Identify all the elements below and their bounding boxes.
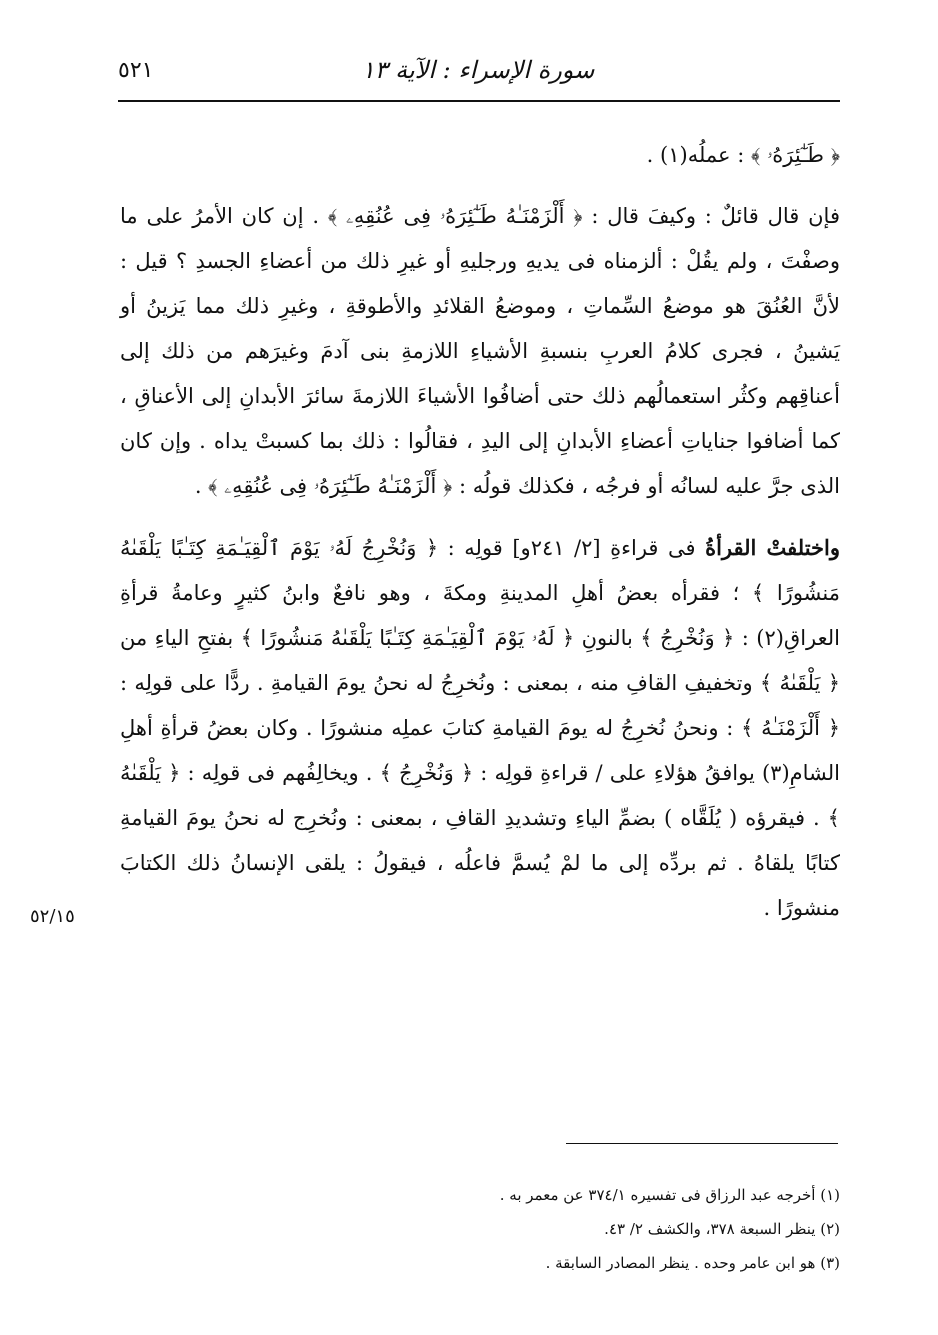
footnote-1: (١) أخرجه عبد الرزاق فى تفسيره ٣٧٤/١ عن معمر به . [499, 1186, 840, 1204]
footnote-2: (٢) ينظر السبعة ٣٧٨، والكشف ٢/ ٤٣. [604, 1220, 840, 1238]
page-number: ٥٢١ [118, 58, 154, 83]
footnote-3: (٣) هو ابن عامر وحده . ينظر المصادر السابقة . [545, 1254, 840, 1272]
footnotes [300, 1178, 840, 1280]
footnote-rule [566, 1143, 838, 1144]
paragraph-1: ﴿ طَـٰٓئِرَهُۥ ﴾ : عملُه(١) . [646, 143, 840, 167]
margin-note: ٥٢/١٥ [30, 906, 75, 927]
body-text [120, 133, 840, 931]
header-rule [118, 100, 840, 102]
running-title: سورة الإسراء : الآية ١٣ [361, 56, 595, 84]
paragraph-3-text: فى قراءةِ [٢/ ٢٤١و] قولِه : ﴿ وَنُخْرِجُ لَهُۥ يَوْمَ ٱلْقِيَـٰمَةِ كِتَـٰبًا يَلْقَىٰهُ مَنشُورًا ﴾ ؛ فقرأه بعضُ أهلِ المدينةِ ومكةَ ، وهو نافعٌ وابنُ كثيرٍ وعامةُ قرأةِ العراقِ(٢) : ﴿ وَنُخْرِجُ ﴾ بالنونِ ﴿ لَهُۥ يَوْمَ ٱلْقِيَـٰمَةِ كِتَـٰبًا يَلْقَىٰهُ مَنشُورًا ﴾ بفتحِ الياءِ من ﴿ يَلْقَىٰهُ ﴾ وتخفيفِ القافِ منه ، بمعنى : ونُخرِجُ له نحنُ يومَ القيامةِ . ردًّا على قولِه : ﴿ أَلْزَمْنَـٰهُ ﴾ : ونحنُ نُخرِجُ له يومَ القيامةِ كتابَ عملِه منشورًا . وكان بعضُ قرأةِ أهلِ الشامِ(٣) يوافقُ هؤلاءِ على / قراءةِ قولِه : ﴿ وَنُخْرِجُ ﴾ . ويخالِفُهم فى قولِه : ﴿ يَلْقَىٰهُ ﴾ . فيقرؤه ( يُلَقَّاه ) بضمِّ الياءِ وتشديدِ القافِ ، بمعنى : ونُخرِج له نحنُ يومَ القيامةِ كتابًا يلقاهُ . ثم بردِّه إلى ما لمْ يُسمَّ فاعلُه ، فيقولُ : يلقى الإنسانُ ذلك الكتابَ منشورًا . [120, 536, 840, 920]
page-header [118, 48, 838, 98]
paragraph-2: فإن قال قائلٌ : وكيفَ قال : ﴿ أَلْزَمْنَـٰهُ طَـٰٓئِرَهُۥ فِى عُنُقِهِۦ ﴾ . إن كان الأمرُ على ما وصفْتَ ، ولم يقُلْ : ألزمناه فى يديهِ ورجليهِ أو غيرِ ذلك من أعضاءِ الجسدِ ؟ قيل : لأنَّ العُنُقَ هو موضعُ السِّماتِ ، وموضعُ القلائدِ والأطوقةِ ، وغيرِ ذلك مما يَزينُ أو يَشينُ ، فجرى كلامُ العربِ بنسبةِ الأشياءِ اللازمةِ بنى آدمَ وغيرَهم من ذلك إلى أعناقِهم وكثُر استعمالُهم ذلك حتى أضافُوا الأشياءَ اللازمةَ سائرَ الأبدانِ إلى الأعناقِ ، كما أضافوا جناياتِ أعضاءِ الأبدانِ إلى اليدِ ، فقالُوا : ذلك بما كسبتْ يداه . وإن كان الذى جرَّ عليه لسانُه أو فرجُه ، فكذلك قولُه : ﴿ أَلْزَمْنَـٰهُ طَـٰٓئِرَهُۥ فِى عُنُقِهِۦ ﴾ . [120, 204, 840, 498]
paragraph-3-lead: واختلفتْ القرأةُ [705, 535, 840, 560]
paragraph-3 [120, 525, 840, 931]
